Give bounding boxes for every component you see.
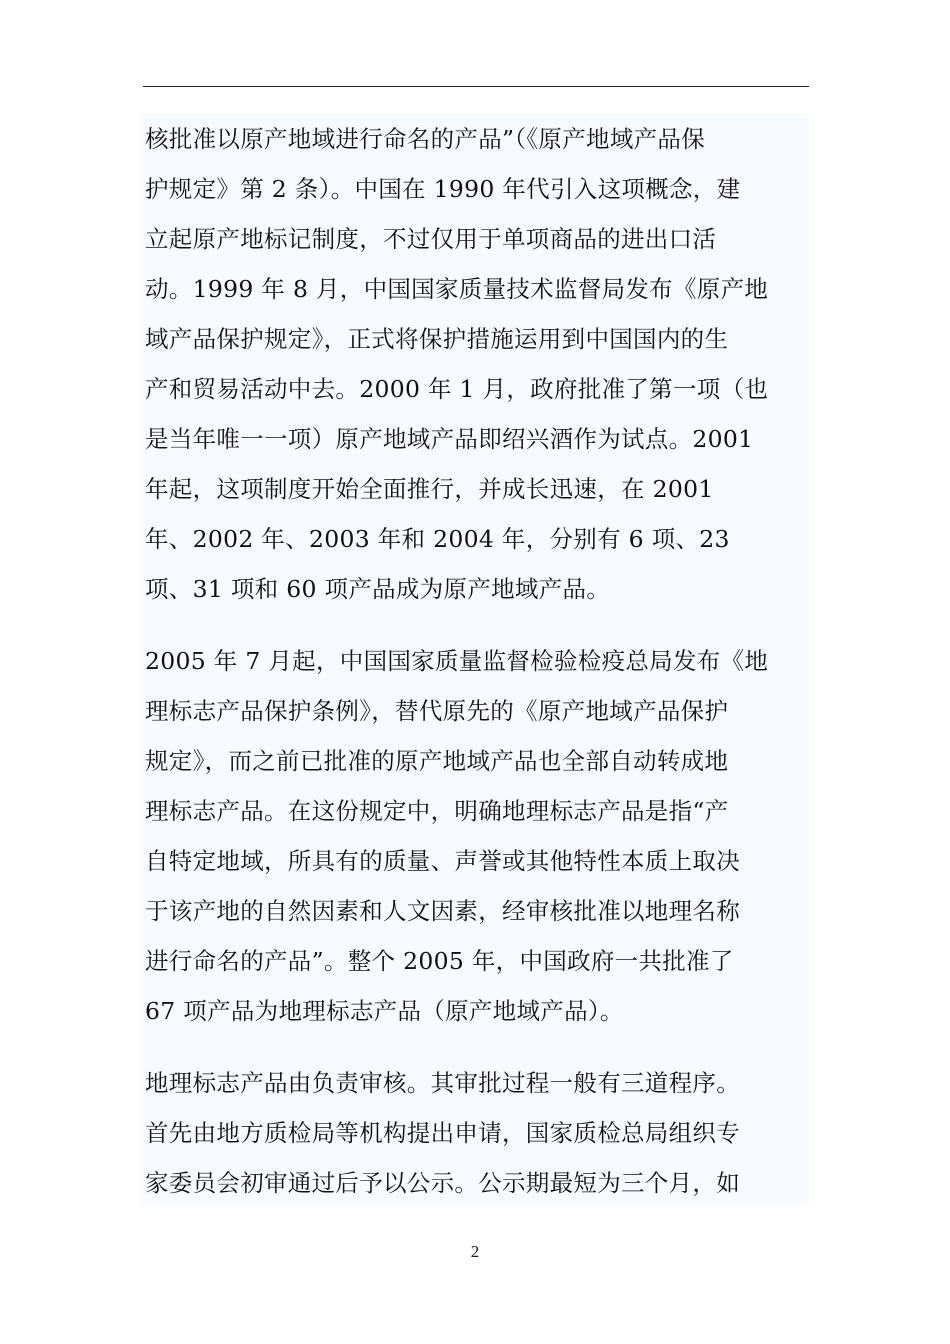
paragraph-3	[141, 1058, 809, 1208]
text-line: 进行命名的产品”。整个 2005 年，中国政府一共批准了	[145, 947, 734, 975]
text-line: 首先由地方质检局等机构提出申请，国家质检总局组织专	[145, 1119, 740, 1147]
text-line: 地理标志产品由负责审核。其审批过程一般有三道程序。	[145, 1069, 740, 1097]
paragraph-1	[141, 114, 809, 614]
text-line: 规定》，而之前已批准的原产地域产品也全部自动转成地	[145, 747, 729, 775]
text-line: 家委员会初审通过后予以公示。公示期最短为三个月，如	[145, 1169, 740, 1197]
text-line: 理标志产品。在这份规定中，明确地理标志产品是指“产	[145, 797, 729, 825]
text-line: 护规定》第 2 条）。中国在 1990 年代引入这项概念，建	[145, 175, 741, 203]
text-line: 2005 年 7 月起，中国国家质量监督检验检疫总局发布《地	[145, 647, 769, 675]
paragraph-2	[141, 636, 809, 1036]
text-line: 年起，这项制度开始全面推行，并成长迅速，在 2001	[145, 475, 714, 503]
text-line: 核批准以原产地域进行命名的产品”（《原产地域产品保	[145, 125, 706, 153]
text-line: 产和贸易活动中去。2000 年 1 月，政府批准了第一项（也	[145, 375, 769, 403]
text-line: 立起原产地标记制度，不过仅用于单项商品的进出口活	[145, 225, 717, 253]
text-line: 是当年唯一一项）原产地域产品即绍兴酒作为试点。2001	[145, 425, 754, 453]
page-number: 2	[470, 1242, 480, 1261]
text-line: 年、2002 年、2003 年和 2004 年，分别有 6 项、23	[145, 525, 730, 553]
text-line: 域产品保护规定》，正式将保护措施运用到中国国内的生	[145, 325, 729, 353]
text-line: 67 项产品为地理标志产品（原产地域产品）。	[145, 997, 624, 1025]
document-body	[141, 114, 809, 1204]
text-line: 理标志产品保护条例》，替代原先的《原产地域产品保护	[145, 697, 729, 725]
text-line: 项、31 项和 60 项产品成为原产地域产品。	[145, 575, 611, 603]
text-line: 于该产地的自然因素和人文因素，经审核批准以地理名称	[145, 897, 740, 925]
text-line: 动。1999 年 8 月，中国国家质量技术监督局发布《原产地	[145, 275, 769, 303]
header-rule	[143, 86, 809, 87]
text-line: 自特定地域，所具有的质量、声誉或其他特性本质上取决	[145, 847, 740, 875]
